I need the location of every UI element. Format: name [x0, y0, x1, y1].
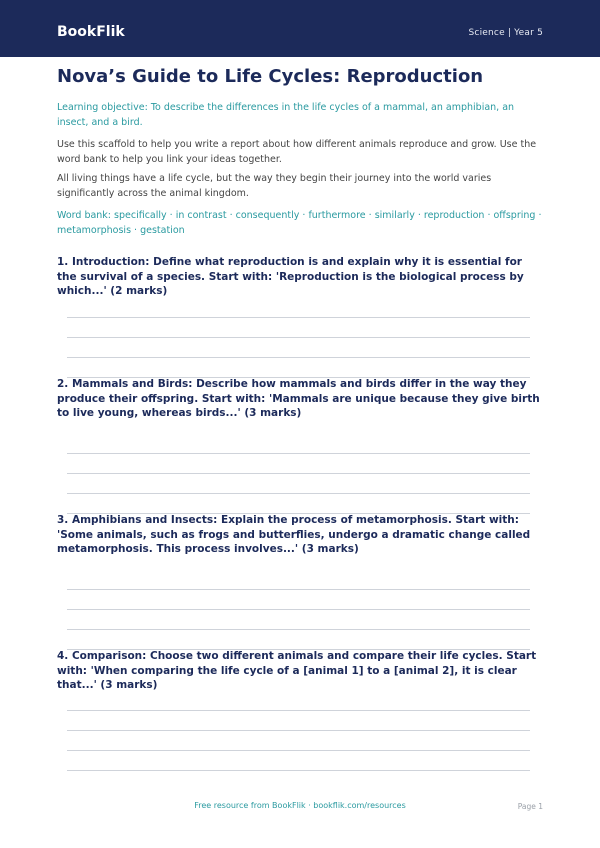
question-1: 1. Introduction: Define what reproduction is and explain why it is essential for the survival of a species. Start with: 'Reproduction is the biological process by which...' (2 marks) — [57, 256, 524, 297]
answer-line[interactable] — [67, 750, 530, 751]
answer-line[interactable] — [67, 473, 530, 474]
answer-line[interactable] — [67, 493, 530, 494]
intro-text: Use this scaffold to help you write a report about how different animals reproduce and grow. Use the word bank to help you link your ideas together. — [57, 139, 537, 165]
answer-line[interactable] — [67, 453, 530, 454]
answer-line[interactable] — [67, 337, 530, 338]
answer-line[interactable] — [67, 770, 530, 771]
page-header — [0, 0, 600, 57]
question-3: 3. Amphibians and Insects: Explain the process of metamorphosis. Start with: 'Some animals, such as frogs and butterflies, undergo a dramatic change called metamorphosis. This process involves...' (3 marks) — [57, 514, 531, 555]
subject-year-label: Science | Year 5 — [468, 28, 543, 38]
page-number: Page 1 — [517, 802, 543, 811]
answer-line[interactable] — [67, 609, 530, 610]
learning-objective: Learning objective: To describe the differences in the life cycles of a mammal, an amphibian, an insect, and a bird. — [57, 102, 515, 128]
footer-resource-link[interactable]: Free resource from BookFlik · bookflik.com/resources — [194, 801, 406, 810]
answer-line[interactable] — [67, 730, 530, 731]
question-4: 4. Comparison: Choose two different animals and compare their life cycles. Start with: 'When comparing the life cycle of a [animal 1] to a [animal 2], it is clear that...' (3 marks) — [57, 650, 537, 691]
answer-line[interactable] — [67, 710, 530, 711]
question-2: 2. Mammals and Birds: Describe how mammals and birds differ in the way they produce their offspring. Start with: 'Mammals are unique because they give birth to live young, whereas birds...' (3 marks) — [57, 378, 540, 419]
answer-line[interactable] — [67, 317, 530, 318]
context-text: All living things have a life cycle, but the way they begin their journey into the world varies significantly across the animal kingdom. — [57, 173, 492, 199]
answer-line[interactable] — [67, 589, 530, 590]
answer-line[interactable] — [67, 357, 530, 358]
brand-logo[interactable]: BookFlik — [57, 24, 125, 40]
word-bank: Word bank: specifically · in contrast · consequently · furthermore · similarly · reproduction · offspring · metamorphosis · gestation — [57, 210, 542, 236]
page-title: Nova’s Guide to Life Cycles: Reproduction — [57, 66, 484, 87]
answer-line[interactable] — [67, 629, 530, 630]
